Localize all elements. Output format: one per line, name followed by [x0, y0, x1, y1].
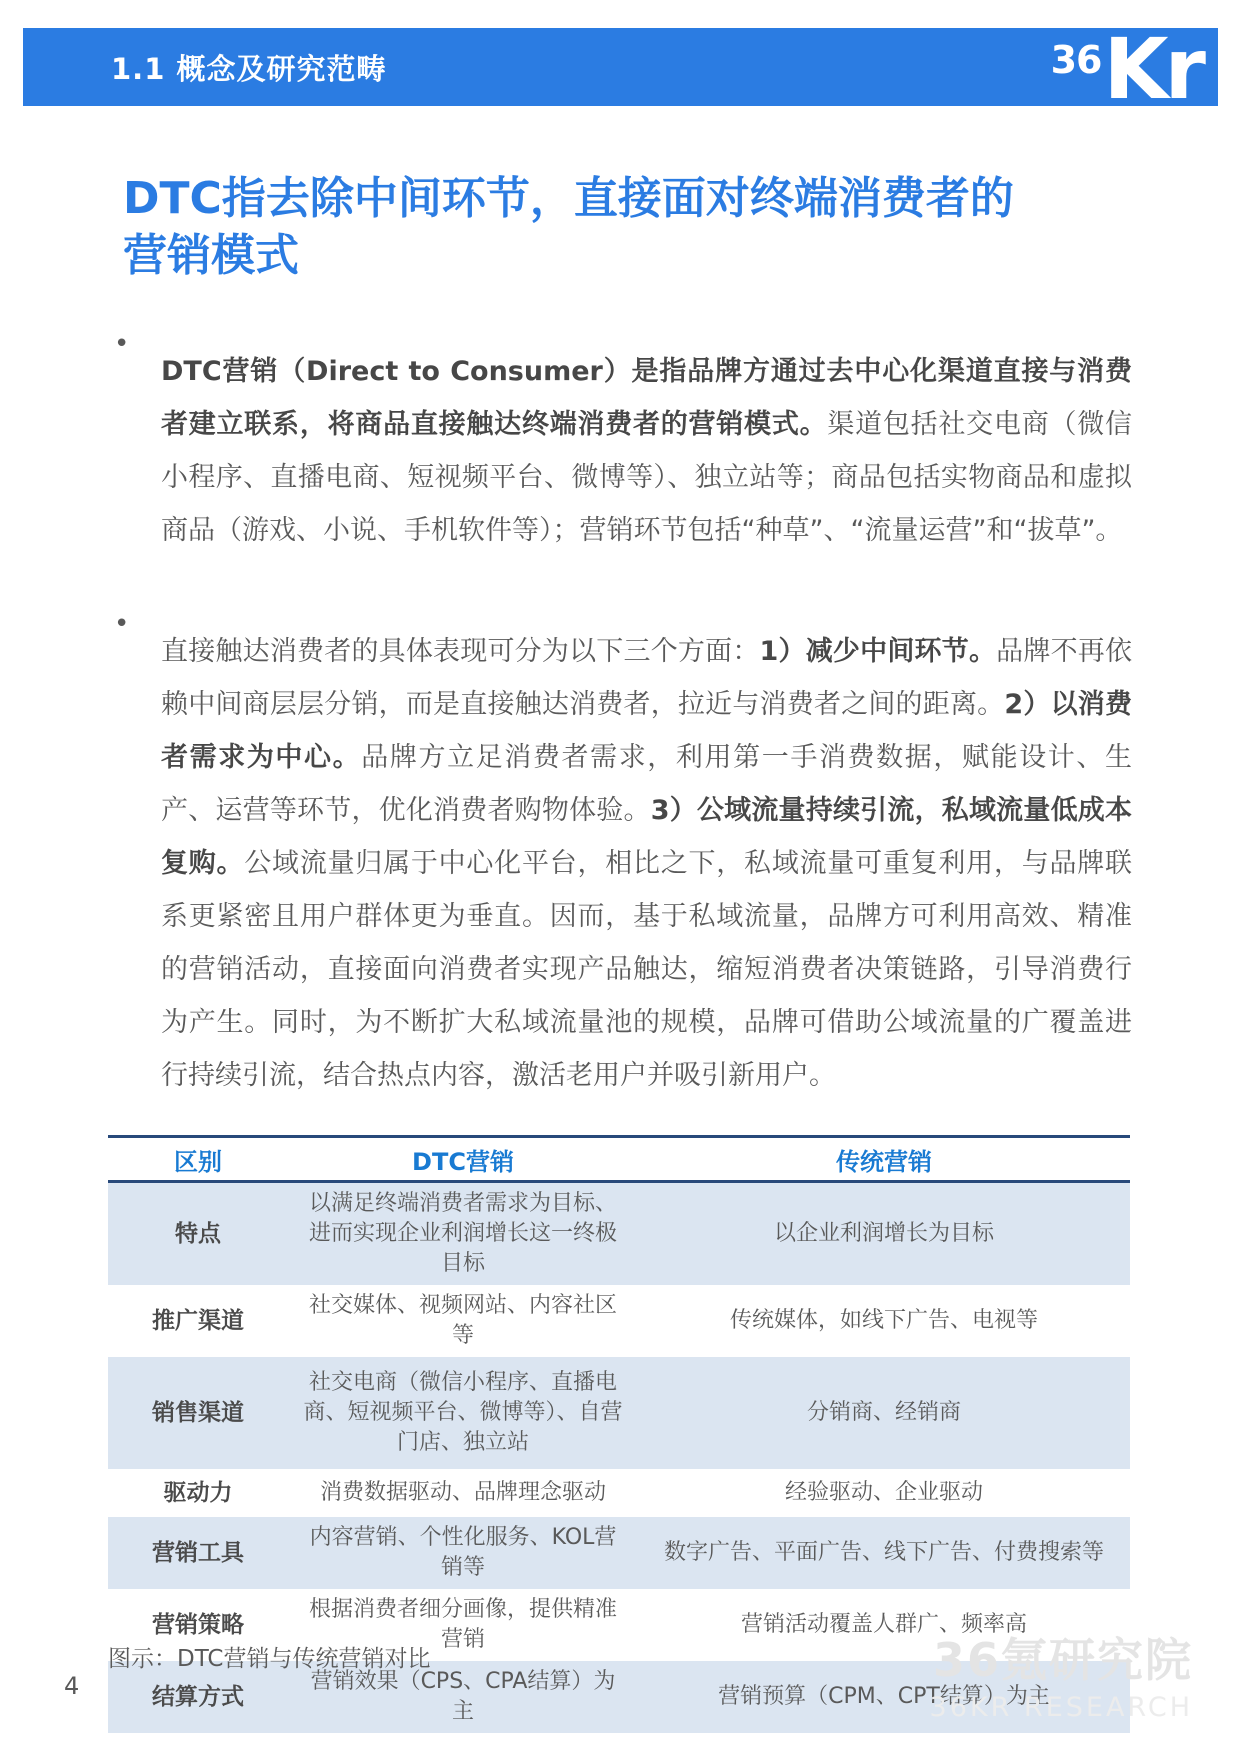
- bullet-marker: •: [114, 609, 130, 639]
- text-segment: 品牌不再依赖中间商层层分销，而是直接触达消费者，拉近与消费者之间的距离。: [161, 636, 1132, 720]
- text-segment: 渠道包括社交电商（微信小程序、直播电商、短视频平台、微博等）、独立站等；商品包括实物商品和虚拟商品（游戏、小说、手机软件等）；营销环节包括“种草”、“流量运营”和“拔草”。: [161, 409, 1133, 546]
- text-segment: 品牌方立足消费者需求，利用第一手消费数据，赋能设计、生产、运营等环节，优化消费者购物体验。: [161, 742, 1133, 826]
- cell-traditional: 经验驱动、企业驱动: [784, 1480, 983, 1505]
- table-row: [108, 1469, 1130, 1517]
- section-title: 1.1 概念及研究范畴: [111, 51, 387, 86]
- table-row: [108, 1285, 1130, 1357]
- row-label: 特点: [175, 1221, 221, 1247]
- watermark-english: 36KR RESEARCH: [929, 1692, 1193, 1723]
- paragraph-text: [161, 345, 1132, 557]
- cell-dtc: 内容营销、个性化服务、KOL营销等: [309, 1525, 617, 1580]
- paragraph-text: [161, 625, 1132, 1102]
- col-header-dtc: DTC营销: [412, 1147, 514, 1176]
- table-row: [108, 1517, 1130, 1589]
- logo-kr-text: Kr: [1103, 20, 1202, 118]
- cell-dtc: 营销效果（CPS、CPA结算）为主: [310, 1669, 616, 1724]
- watermark: [930, 1624, 1193, 1723]
- cell-traditional: 营销活动覆盖人群广、频率高: [740, 1612, 1027, 1637]
- cell-dtc: 根据消费者细分画像，提供精准营销: [308, 1597, 617, 1652]
- text-segment: DTC营销（Direct to Consumer）是指品牌方通过去中心化渠道直接与消费者建立联系，将商品直接触达终端消费者的营销模式。: [161, 356, 1132, 440]
- cell-traditional: 传统媒体，如线下广告、电视等: [729, 1308, 1038, 1333]
- cell-dtc: 以满足终端消费者需求为目标、进而实现企业利润增长这一终极目标: [308, 1191, 617, 1276]
- col-header-difference: 区别: [174, 1147, 222, 1176]
- logo-36-text: 36: [1050, 38, 1102, 82]
- row-label: 推广渠道: [152, 1308, 244, 1334]
- table-header-row: [108, 1137, 1130, 1182]
- cell-dtc: 消费数据驱动、品牌理念驱动: [319, 1480, 606, 1505]
- row-label: 驱动力: [163, 1480, 233, 1506]
- watermark-chinese: 36氪研究院: [932, 1633, 1193, 1687]
- cell-traditional: 以企业利润增长为目标: [773, 1221, 994, 1246]
- cell-dtc: 社交媒体、视频网站、内容社区等: [308, 1293, 617, 1348]
- row-label: 结算方式: [152, 1684, 244, 1710]
- bullet-marker: •: [114, 329, 130, 359]
- text-segment: 3）公域流量持续引流，私域流量低成本复购。: [161, 795, 1133, 879]
- body-paragraphs: [108, 318, 1132, 1129]
- row-label: 营销策略: [152, 1612, 244, 1638]
- 36kr-logo: [1050, 20, 1202, 118]
- text-segment: 2）以消费者需求为中心。: [161, 689, 1133, 773]
- page-title-line2: 营销模式: [123, 230, 299, 282]
- text-segment: 直接触达消费者的具体表现可分为以下三个方面：: [161, 636, 760, 667]
- cell-traditional: 分销商、经销商: [806, 1400, 961, 1425]
- cell-traditional: 数字广告、平面广告、线下广告、付费搜索等: [663, 1540, 1104, 1565]
- row-label: 营销工具: [152, 1540, 244, 1566]
- text-segment: 公域流量归属于中心化平台，相比之下，私域流量可重复利用，与品牌联系更紧密且用户群体更为垂直。因而，基于私域流量，品牌方可利用高效、精准的营销活动，直接面向消费者实现产品触达，缩短消费者决策链路，引导消费行为产生。同时，为不断扩大私域流量池的规模，品牌可借助公域流量的广覆盖进行持续引流，结合热点内容，激活老用户并吸引新用户。: [161, 848, 1133, 1091]
- page-title-line1: DTC指去除中间环节，直接面对终端消费者的: [123, 173, 1014, 224]
- text-segment: 1）减少中间环节。: [759, 636, 997, 667]
- bullet-item: [108, 598, 1132, 1129]
- table-row: [108, 1357, 1130, 1469]
- page-title: [123, 170, 1103, 284]
- col-header-traditional: 传统营销: [836, 1147, 932, 1176]
- table-row: [108, 1182, 1130, 1286]
- section-header-bar: [23, 20, 1218, 118]
- cell-dtc: 社交电商（微信小程序、直播电商、短视频平台、微博等）、自营门店、独立站: [303, 1370, 623, 1455]
- page-number: 4: [64, 1672, 80, 1700]
- cell-traditional: 营销预算（CPM、CPT结算）为主: [718, 1684, 1050, 1709]
- row-label: 销售渠道: [152, 1400, 244, 1426]
- bullet-item: [108, 318, 1132, 584]
- figure-caption: 图示：DTC营销与传统营销对比: [108, 1646, 431, 1672]
